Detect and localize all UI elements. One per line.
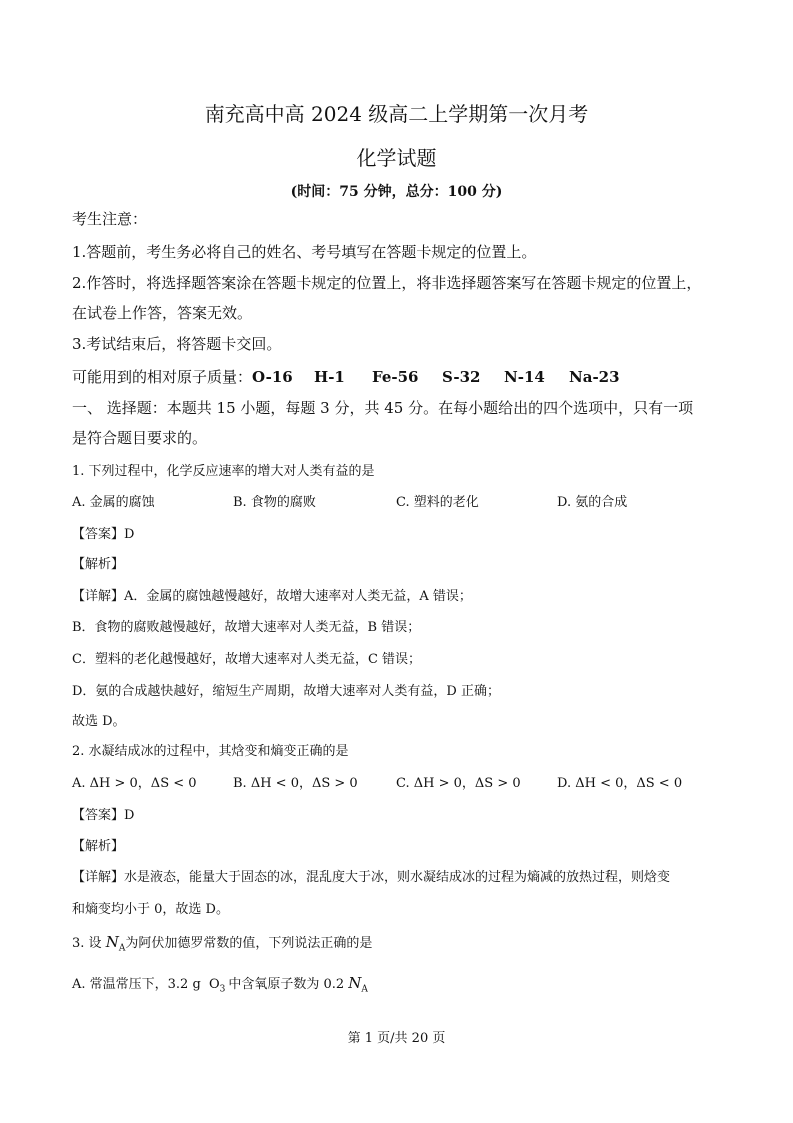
q1-detail-2: B．食物的腐败越慢越好，故增大速率对人类无益，B 错误； [72,620,421,635]
mass-item: S-32 [442,368,481,386]
na-symbol: N [105,933,119,951]
mass-item: N-14 [504,368,545,386]
atomic-masses [72,366,620,387]
o3-subscript: 3 [219,984,226,995]
q1-option-c: C. 塑料的老化 [396,495,479,510]
q3-stem [72,932,372,954]
q1-answer [72,523,134,542]
q2-option-b: B. ΔH < 0，ΔS > 0 [233,776,358,791]
q3-stem-post: 为阿伏加德罗常数的值，下列说法正确的是 [125,936,373,951]
q1-detail-3: C．塑料的老化越慢越好，故增大速率对人类无益，C 错误； [72,652,422,667]
notice-item-1: 1.答题前，考生务必将自己的姓名、考号填写在答题卡规定的位置上。 [72,243,537,261]
q3-option-a-pre: A. 常温常压下，3.2 g [72,977,201,992]
answer-tag: 【答案】 [72,527,125,542]
q3-option-a [72,973,368,995]
time-info: (时间：75 分钟，总分：100 分) [290,184,503,200]
notice-heading: 考生注意： [72,210,148,228]
detail-text: A．金属的腐蚀越慢越好，故增大速率对人类无益，A 错误； [124,589,472,604]
page-footer: 第 1 页/共 20 页 [347,1031,446,1046]
q2-option-a: A. ΔH > 0，ΔS < 0 [72,776,197,791]
notice-item-2a: 2.作答时，将选择题答案涂在答题卡规定的位置上，将非选择题答案写在答题卡规定的位置上， [72,274,702,292]
q2-answer [72,804,134,823]
q3-option-a-mid: 中含氧原子数为 0.2 [228,977,345,992]
q1-analysis-tag: 【解析】 [72,557,125,572]
section-1-line-2: 是符合题目要求的。 [72,429,208,447]
q2-detail-2: 和熵变均小于 0，故选 D。 [72,902,229,917]
section-1-line-1: 一、 选择题：本题共 15 小题，每题 3 分，共 45 分。在每小题给出的四个选项中，只有一项 [72,399,694,417]
q1-detail-1 [72,585,472,604]
q2-detail-1 [72,866,670,885]
detail-tag: 【详解】 [72,589,125,604]
answer-value: D [124,527,135,542]
mass-item: H-1 [314,368,345,386]
q2-option-d: D. ΔH < 0，ΔS < 0 [557,776,683,791]
o3-symbol: O [208,977,220,992]
q1-option-d: D. 氨的合成 [557,495,628,510]
q2-analysis-tag: 【解析】 [72,839,125,854]
q2-stem: 2. 水凝结成冰的过程中，其焓变和熵变正确的是 [72,744,349,759]
q1-detail-4: D．氨的合成越快越好，缩短生产周期，故增大速率对人类有益，D 正确； [72,684,500,699]
q2-option-c: C. ΔH > 0，ΔS > 0 [396,776,521,791]
q1-option-b: B. 食物的腐败 [233,495,316,510]
exam-title: 南充高中高 2024 级高二上学期第一次月考 [204,102,589,126]
q1-option-a: A. 金属的腐蚀 [72,495,155,510]
notice-item-3: 3.考试结束后，将答题卡交回。 [72,335,282,353]
detail-tag: 【详解】 [72,870,125,885]
subject-title: 化学试题 [356,146,437,170]
mass-item: Fe-56 [372,368,419,386]
na-subscript: A [118,943,126,954]
notice-item-2b: 在试卷上作答，答案无效。 [72,304,253,322]
mass-item: Na-23 [569,368,620,386]
q1-detail-5: 故选 D。 [72,714,126,729]
answer-value: D [124,808,135,823]
q1-stem: 1. 下列过程中，化学反应速率的增大对人类有益的是 [72,464,375,479]
na-subscript: A [361,984,368,995]
mass-item: O-16 [252,368,293,386]
q3-stem-pre: 3. 设 [72,936,102,951]
detail-text: 水是液态，能量大于固态的冰，混乱度大于冰，则水凝结成冰的过程为熵减的放热过程，则焓变 [124,870,671,885]
na-symbol: N [348,974,362,992]
answer-tag: 【答案】 [72,808,125,823]
atomic-masses-label: 可能用到的相对原子质量： [72,368,253,386]
